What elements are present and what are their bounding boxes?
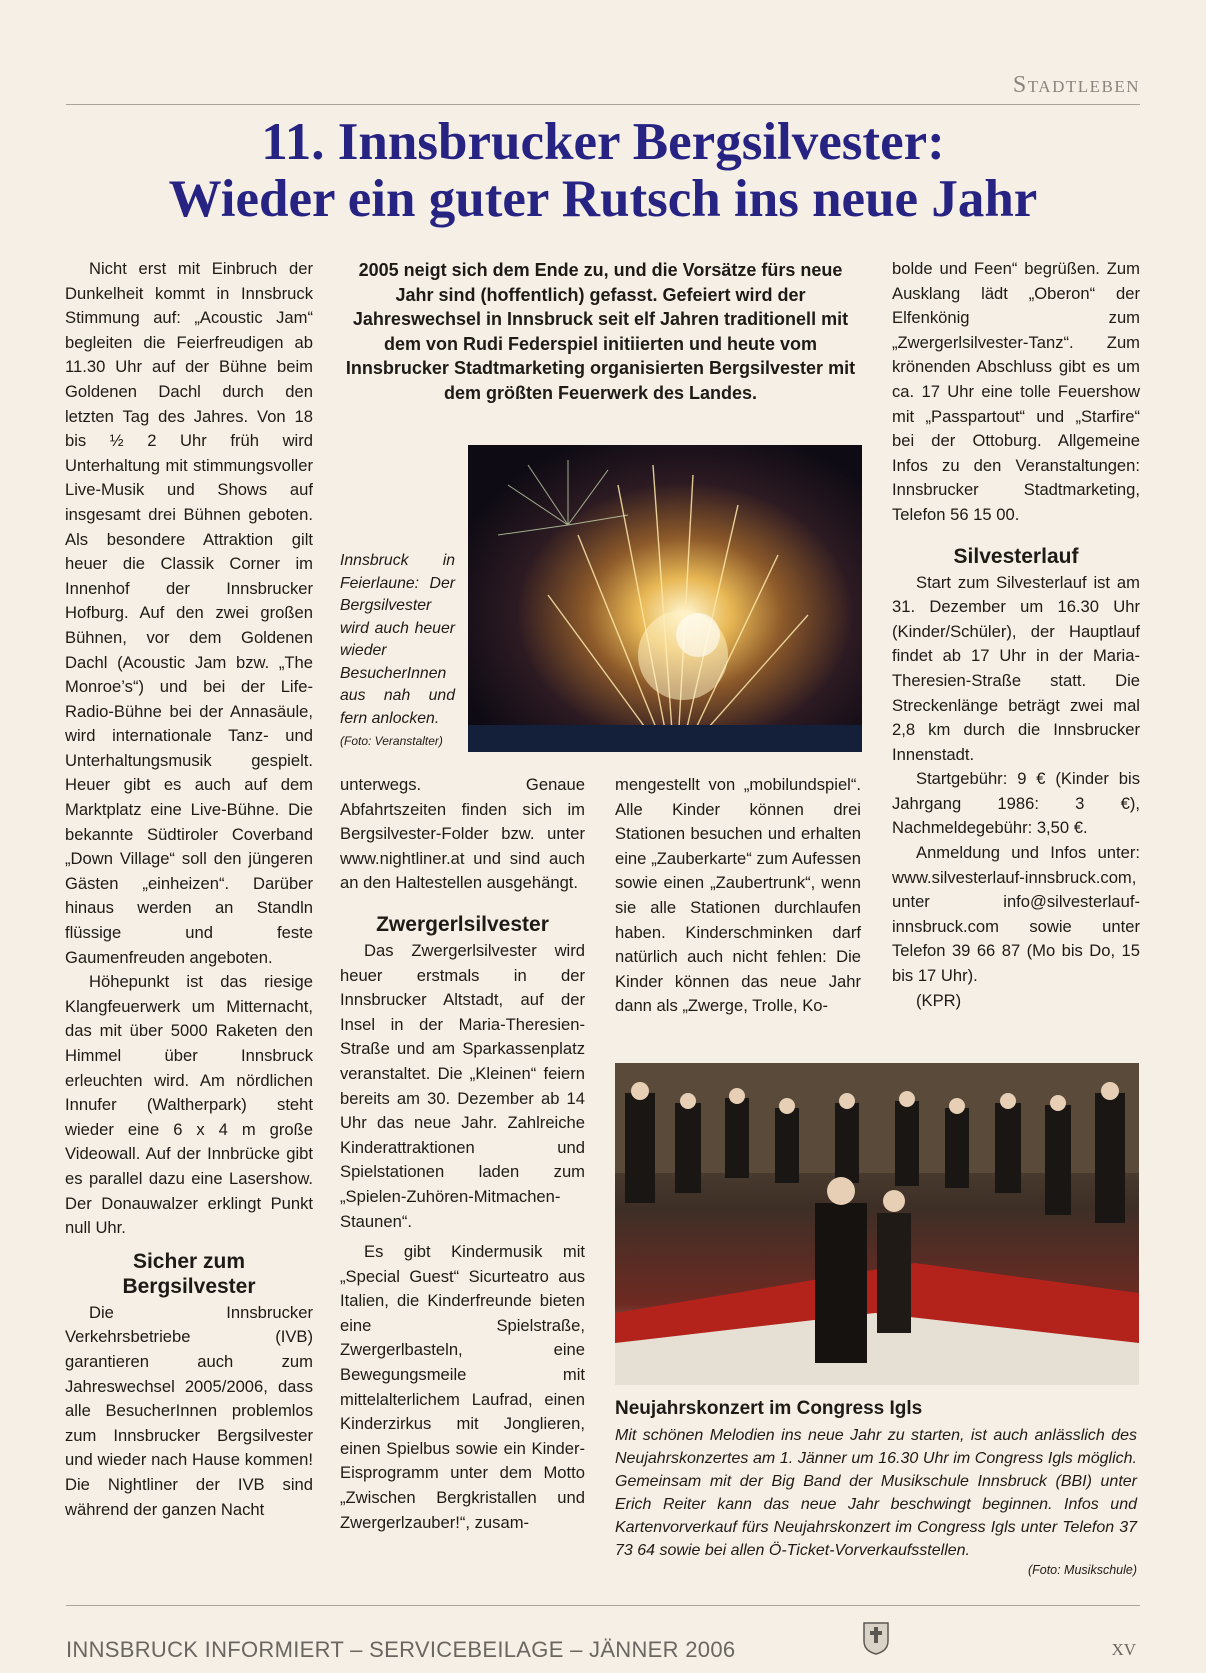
- col1-paragraph-1: Nicht erst mit Einbruch der Dunkelheit kommt in Innsbruck Stimmung auf: „Acoustic Jam“ begleiten die Feierfreudigen ab 11.30 Uhr auf der Bühne beim Goldenen Dachl durch den letzten Tag des Jahres. Von 18 bis ½ 2 Uhr früh wird Unterhaltung mit stimmungsvoller Live-Musik und Shows auf insgesamt drei Bühnen geboten. Als besondere Attraktion gilt heuer die Classik Corner im Innenhof der Innsbrucker Hofburg. Auf den zwei großen Bühnen, vor dem Goldenen Dachl (Acoustic Jam bzw. „The Monroe’s“) und bei der Life-Radio-Bühne bei der Annasäule, wird internationale Tanz- und Unterhaltungsmusik gespielt. Heuer gibt es auch auf dem Marktplatz eine Live-Bühne. Die bekannte Südtiroler Coverband „Down Village“ soll den jüngeren Gästen „einheizen“. Darüber hinaus werden an Standln flüssige und feste Gaumenfreuden angeboten.: [65, 259, 313, 967]
- heading-zwergerlsilvester: Zwergerlsilvester: [376, 912, 549, 936]
- col4-paragraph-5: (KPR): [916, 990, 962, 1010]
- bottom-rule: [66, 1605, 1140, 1606]
- col4-paragraph-4: Anmeldung und Infos unter: www.silvesterlauf-innsbruck.com, unter info@silvesterlauf-innsbruck.com sowie unter Telefon 39 66 87 (Mo bis Do, 15 bis 17 Uhr).: [892, 843, 1140, 986]
- concert-photo-credit: (Foto: Musikschule): [1027, 1563, 1137, 1577]
- column-3-lower: [615, 773, 861, 1053]
- fireworks-photo-credit: (Foto: Veranstalter): [340, 734, 443, 748]
- lead-paragraph: 2005 neigt sich dem Ende zu, und die Vorsätze fürs neue Jahr sind (hoffentlich) gefasst. Gefeiert wird der Jahreswechsel in Innsbruck seit elf Jahren traditionell mit dem von Rudi Federspiel initiierten und heute vom Innsbrucker Stadtmarketing organisierten Bergsilvester mit dem größten Feuerwerk des Landes.: [345, 260, 856, 403]
- col2-paragraph-3: Es gibt Kindermusik mit „Special Guest“ Sicurteatro aus Italien, die Kinderfreunde bieten eine Spielstraße, Zwergerlbasteln, eine Bewegungsmeile mit mittelalterlichem Laufrad, einen Kinderzirkus mit Jonglieren, einen Spielbus sowie ein Kinder-Eisprogramm unter dem Motto „Zwischen Bergkristallen und Zwergerlzauber!“, zusam-: [340, 1242, 585, 1532]
- col2-paragraph-1: unterwegs. Genaue Abfahrtszeiten finden sich im Bergsilvester-Folder bzw. unter www.nightliner.at und sind auch an den Haltestellen ausgehängt.: [340, 775, 585, 893]
- heading-sicher-zum-bergsilvester: [65, 1249, 313, 1299]
- col1-paragraph-3: Die Innsbrucker Verkehrsbetriebe (IVB) garantieren auch zum Jahreswechsel 2005/2006, dass alle BesucherInnen problemlos zum Innsbrucker Bergsilvester und wieder nach Hause kommen! Die Nightliner der IVB sind während der ganzen Nacht: [65, 1302, 313, 1519]
- concert-caption-title: Neujahrskonzert im Congress Igls: [615, 1398, 923, 1419]
- heading-line-1: Sicher zum: [132, 1249, 246, 1273]
- fireworks-photo: [468, 445, 862, 752]
- heading-silvesterlauf: Silvesterlauf: [953, 544, 1079, 568]
- city-crest-icon: [862, 1621, 890, 1655]
- col2-paragraph-2: Das Zwergerlsilvester wird heuer erstmals in der Innsbrucker Altstadt, auf der Insel in der Maria-Theresien-Straße und am Sparkassenplatz veranstaltet. Die „Kleinen“ feiern bereits am 30. Dezember ab 14 Uhr das neue Jahr. Zahlreiche Kinderattraktionen und Spielstationen laden zum „Spielen-Zuhören-Mitmachen-Staunen“.: [340, 940, 585, 1231]
- fireworks-caption: [340, 550, 455, 753]
- headline: [40, 114, 1166, 228]
- page-number: XV: [1111, 1640, 1136, 1659]
- heading-line-2: Bergsilvester: [122, 1274, 256, 1298]
- section-label: Stadtleben: [1012, 72, 1140, 98]
- col3b-paragraph-1: mengestellt von „mobilundspiel“. Alle Kinder können drei Stationen besuchen und erhalten eine „Zauberkarte“ zum Aufessen sowie einen „Zaubertrunk“, wenn sie alle Stationen durchlaufen haben. Kinderschminken darf natürlich auch nicht fehlen: Die Kinder können das neue Jahr dann als „Zwerge, Trolle, Ko-: [615, 775, 861, 1016]
- col4-paragraph-3: Startgebühr: 9 € (Kinder bis Jahrgang 1986: 3 €), Nachmeldegebühr: 3,50 €.: [892, 769, 1140, 838]
- fireworks-caption-text: Innsbruck in Feierlaune: Der Bergsilvester wird auch heuer wieder BesucherInnen aus nah und fern anlocken.: [340, 552, 455, 727]
- fireworks-illustration: [468, 445, 862, 752]
- column-4: [892, 257, 1140, 1037]
- headline-line-1: 11. Innsbrucker Bergsilvester:: [261, 113, 945, 171]
- footer-text: INNSBRUCK INFORMIERT – SERVICEBEILAGE – JÄNNER 2006: [66, 1637, 736, 1662]
- col4-paragraph-1: bolde und Feen“ begrüßen. Zum Ausklang lädt „Oberon“ der Elfenkönig zum „Zwergerlsilvester-Tanz“. Zum krönenden Abschluss gibt es um ca. 17 Uhr eine tolle Feuershow mit „Passpartout“ und „Starfire“ bei der Ottoburg. Allgemeine Infos zu den Veranstaltungen: Innsbrucker Stadtmarketing, Telefon 56 15 00.: [892, 259, 1140, 524]
- concert-illustration: [615, 1063, 1139, 1385]
- column-2: [340, 773, 585, 1588]
- top-rule: [66, 104, 1140, 105]
- col4-paragraph-2: Start zum Silvesterlauf ist am 31. Dezember um 16.30 Uhr (Kinder/Schüler), der Hauptlauf findet ab 17 Uhr in der Maria-Theresien-Straße statt. Die Streckenlänge beträgt zwei mal 2,8 km durch die Innsbrucker Innenstadt.: [892, 572, 1140, 764]
- col1-paragraph-2: Höhepunkt ist das riesige Klangfeuerwerk um Mitternacht, das mit über 5000 Raketen den Himmel über Innsbruck erleuchten wird. Am nördlichen Innufer (Waltherpark) steht wieder eine 6 x 4 m große Videowall. Auf der Innbrücke gibt es parallel dazu eine Lasershow. Der Donauwalzer erklingt Punkt null Uhr.: [65, 972, 313, 1238]
- concert-caption: Mit schönen Melodien ins neue Jahr zu starten, ist auch anlässlich des Neujahrskonzertes am 1. Jänner um 16.30 Uhr im Congress Igls möglich. Gemeinsam mit der Big Band der Musikschule Innsbruck (BBI) unter Erich Reiter kann das neue Jahr beschwingt beginnen. Infos und Kartenvorverkauf fürs Neujahrskonzert im Congress Igls unter Telefon 37 73 64 sowie bei allen Ö-Ticket-Vorverkaufsstellen.: [615, 1427, 1137, 1559]
- column-1: [65, 257, 313, 1587]
- concert-photo: [615, 1063, 1139, 1385]
- headline-line-2: Wieder ein guter Rutsch ins neue Jahr: [168, 170, 1038, 228]
